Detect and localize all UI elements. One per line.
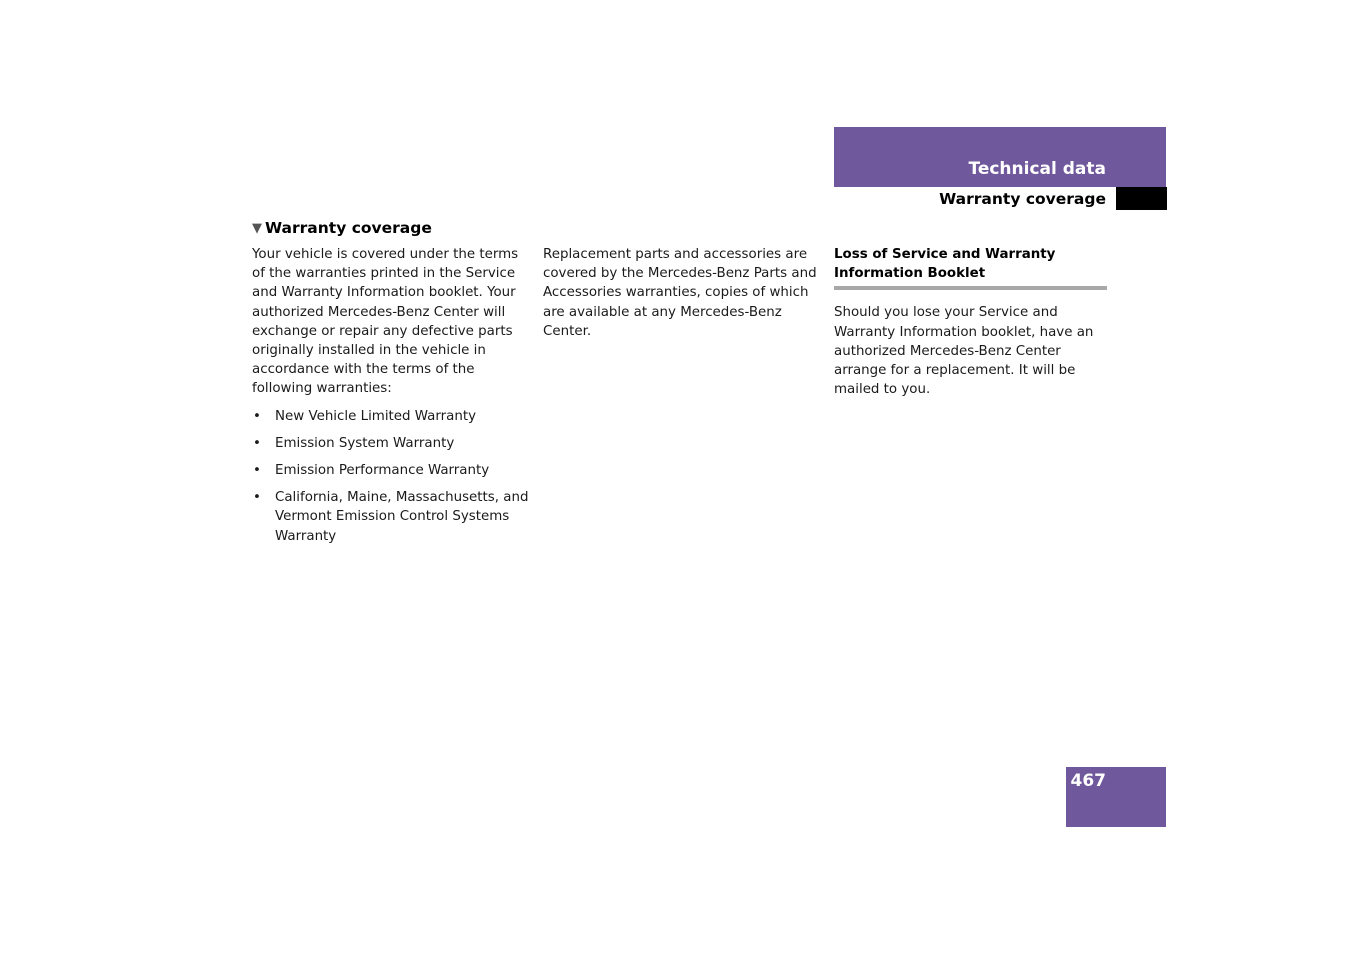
page-heading xyxy=(252,219,432,237)
list-item: • California, Maine, Massachusetts, and Vermont Emission Control Systems Warranty xyxy=(253,490,529,544)
list-item: • Emission System Warranty xyxy=(252,434,532,453)
bullet-icon: • xyxy=(253,490,261,506)
list-item: • Emission Performance Warranty xyxy=(252,461,532,480)
column-middle xyxy=(543,245,818,341)
list-item: • New Vehicle Limited Warranty xyxy=(252,407,532,426)
bullet-icon: • xyxy=(253,463,261,479)
triangle-down-icon: ▼ xyxy=(252,221,262,236)
column-left xyxy=(252,245,532,554)
subheading-rule xyxy=(834,286,1107,290)
page-number: 467 xyxy=(1070,771,1106,791)
section-tab-marker xyxy=(1116,187,1167,210)
page-heading-text: Warranty coverage xyxy=(265,219,432,237)
column-right xyxy=(834,245,1109,399)
bullet-icon: • xyxy=(253,408,261,424)
loss-booklet-subheading: Loss of Service and Warranty Information Booklet xyxy=(834,247,1056,282)
bullet-icon: • xyxy=(253,435,261,451)
warranty-list xyxy=(252,407,532,546)
intro-paragraph: Your vehicle is covered under the terms of the warranties printed in the Service and Warranty Information booklet. Your authorized Mercedes-Benz Center will exchange or repair any defective parts originally installed in the vehicle in accordance with the terms of the following warranties: xyxy=(252,247,519,397)
replacement-parts-paragraph: Replacement parts and accessories are covered by the Mercedes-Benz Parts and Accessories warranties, copies of which are available at any Mercedes-Benz Center. xyxy=(543,247,817,339)
section-title: Warranty coverage xyxy=(939,190,1106,208)
chapter-title: Technical data xyxy=(968,159,1106,179)
loss-booklet-paragraph: Should you lose your Service and Warranty Information booklet, have an authorized Mercedes-Benz Center arrange for a replacement. It will be mailed to you. xyxy=(834,305,1094,398)
